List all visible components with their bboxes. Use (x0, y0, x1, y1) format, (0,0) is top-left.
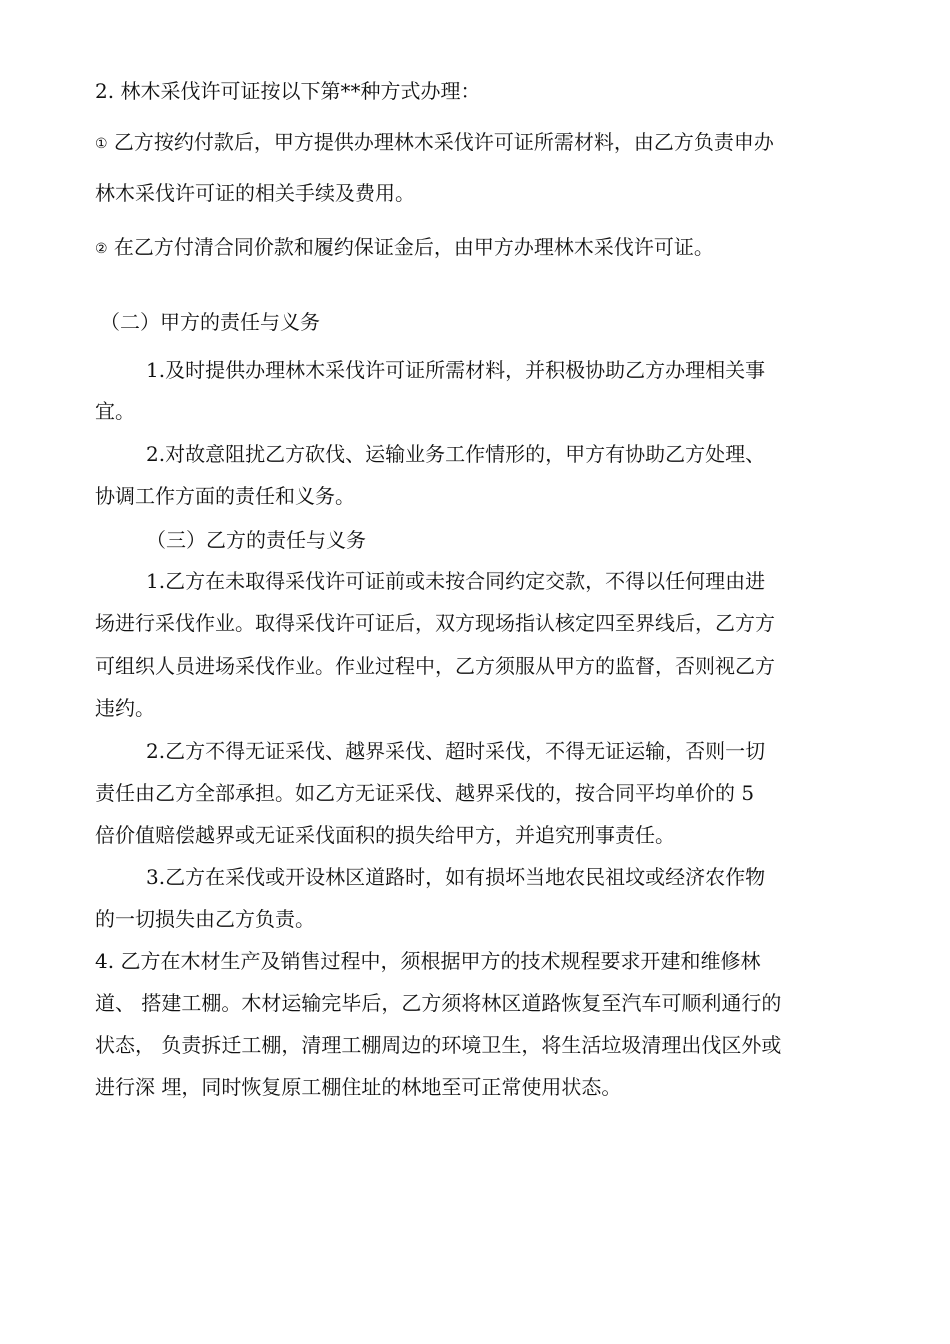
section-three-item-3-line-1: 3.乙方在采伐或开设林区道路时，如有损坏当地农民祖坟或经济农作物 (146, 865, 766, 889)
section-three-item-4-line-2: 道、 搭建工棚。木材运输完毕后，乙方须将林区道路恢复至汽车可顺利通行的 (95, 991, 782, 1015)
option-2-line-1 (95, 237, 714, 257)
section-three-item-4-line-4: 进行深 埋，同时恢复原工棚住址的林地至可正常使用状态。 (95, 1075, 622, 1099)
section-three-item-1-line-3: 可组织人员进场采伐作业。作业过程中，乙方须服从甲方的监督，否则视乙方 (95, 654, 775, 678)
section-three-item-2-line-2: 责任由乙方全部承担。如乙方无证采伐、越界采伐的，按合同平均单价的 5 (95, 781, 755, 805)
section-two-heading: （二）甲方的责任与义务 (100, 310, 320, 334)
section-two-item-1-line-2: 宜。 (95, 399, 135, 423)
section-three-item-2-line-1: 2.乙方不得无证采伐、越界采伐、超时采伐，不得无证运输，否则一切 (146, 739, 766, 763)
option-1-text: 乙方按约付款后，甲方提供办理林木采伐许可证所需材料，由乙方负责申办 (113, 130, 774, 154)
option-2-marker: ② (95, 241, 108, 257)
section-three-item-4-line-3: 状态， 负责拆迁工棚，清理工棚周边的环境卫生，将生活垃圾清理出伐区外或 (95, 1033, 782, 1057)
section-three-item-4-line-1: 4. 乙方在木材生产及销售过程中，须根据甲方的技术规程要求开建和维修林 (95, 949, 761, 973)
section-three-item-2-line-3: 倍价值赔偿越界或无证采伐面积的损失给甲方，并追究刑事责任。 (95, 823, 675, 847)
option-1-marker: ① (95, 136, 108, 152)
section-two-item-2-line-1: 2.对故意阻扰乙方砍伐、运输业务工作情形的，甲方有协助乙方处理、 (146, 442, 766, 466)
option-1-line-2: 林木采伐许可证的相关手续及费用。 (95, 181, 415, 205)
section-two-item-1-line-1: 1.及时提供办理林木采伐许可证所需材料，并积极协助乙方办理相关事 (146, 358, 766, 382)
option-2-text: 在乙方付清合同价款和履约保证金后，由甲方办理林木采伐许可证。 (113, 235, 714, 259)
item-2-permit-method: 2. 林木采伐许可证按以下第**种方式办理： (95, 79, 481, 103)
option-1-line-1 (95, 132, 774, 152)
section-three-item-1-line-1: 1.乙方在未取得采伐许可证前或未按合同约定交款，不得以任何理由进 (146, 569, 766, 593)
section-three-item-1-line-4: 违约。 (95, 696, 155, 720)
section-three-item-3-line-2: 的一切损失由乙方负责。 (95, 907, 315, 931)
section-two-item-2-line-2: 协调工作方面的责任和义务。 (95, 484, 355, 508)
section-three-heading: （三）乙方的责任与义务 (146, 528, 366, 552)
section-three-item-1-line-2: 场进行采伐作业。取得采伐许可证后，双方现场指认核定四至界线后，乙方方 (95, 611, 775, 635)
